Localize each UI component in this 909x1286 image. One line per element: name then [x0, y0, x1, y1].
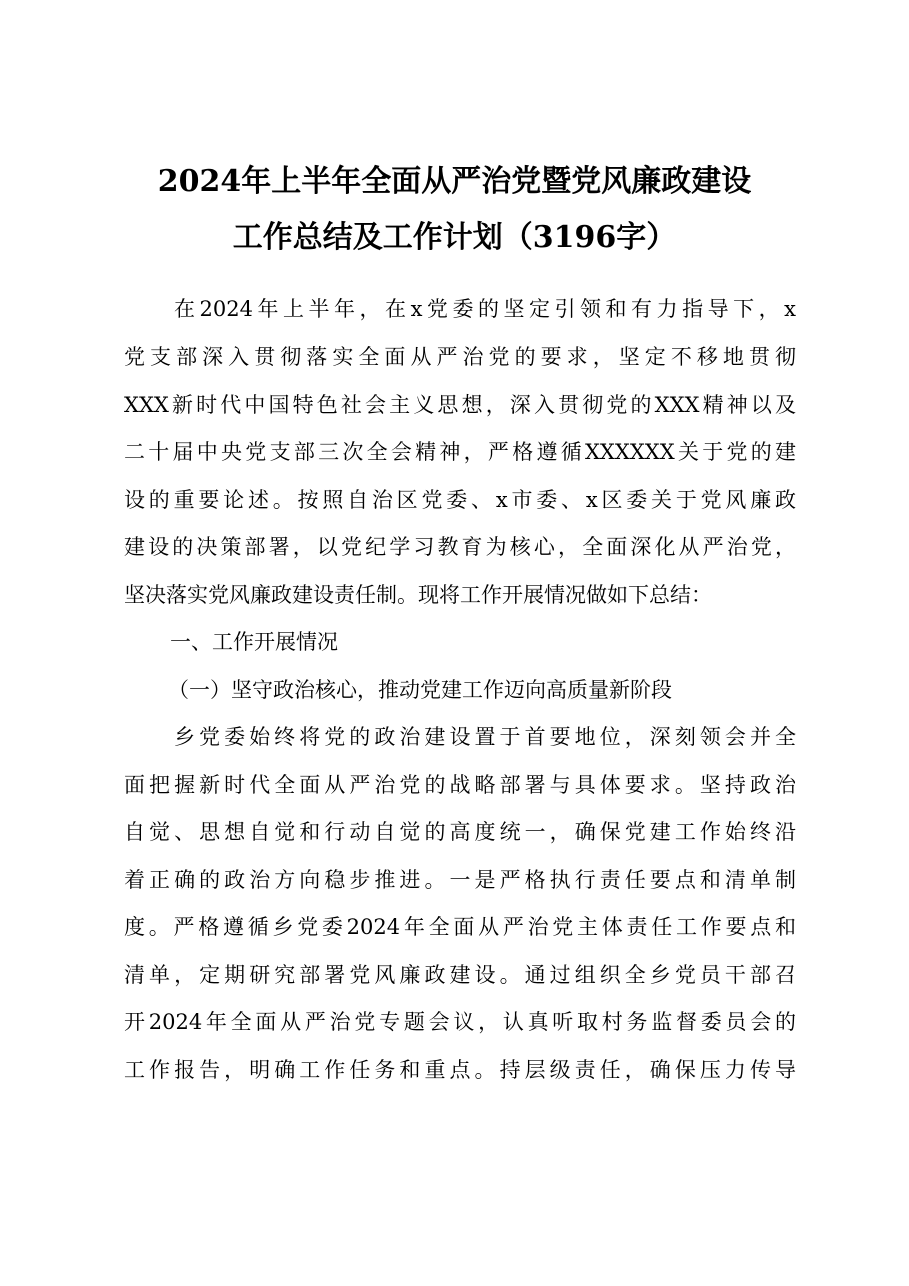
body-paragraph-line: 着正确的政治方向稳步推进。一是严格执行责任要点和清单制: [124, 868, 796, 892]
section-heading: 一、工作开展情况: [170, 630, 338, 654]
body-paragraph-line: 开2024年全面从严治党专题会议，认真听取村务监督委员会的: [124, 1010, 796, 1034]
intro-paragraph-line: 坚决落实党风廉政建设责任制。现将工作开展情况做如下总结：: [124, 583, 712, 607]
body-paragraph-line: 工作报告，明确工作任务和重点。持层级责任，确保压力传导: [124, 1058, 796, 1082]
intro-paragraph-line: 建设的决策部署，以党纪学习教育为核心，全面深化从严治党，: [124, 535, 796, 559]
document-title-line-1: 2024年上半年全面从严治党暨党风廉政建设: [157, 164, 752, 199]
body-paragraph-line: 自觉、思想自觉和行动自觉的高度统一，确保党建工作始终沿: [124, 820, 796, 844]
intro-paragraph-line: 在2024年上半年，在x党委的坚定引领和有力指导下，x: [174, 297, 796, 321]
body-paragraph-line: 乡党委始终将党的政治建设置于首要地位，深刻领会并全: [174, 725, 796, 749]
body-paragraph-line: 清单，定期研究部署党风廉政建设。通过组织全乡党员干部召: [124, 963, 796, 987]
document-title-line-2: 工作总结及工作计划（3196字）: [232, 220, 677, 255]
intro-paragraph-line: 设的重要论述。按照自治区党委、x市委、x区委关于党风廉政: [124, 488, 796, 512]
intro-paragraph-line: 二十届中央党支部三次全会精神，严格遵循XXXXXX关于党的建: [124, 440, 796, 464]
intro-paragraph-line: 党支部深入贯彻落实全面从严治党的要求，坚定不移地贯彻: [124, 345, 796, 369]
body-paragraph-line: 度。严格遵循乡党委2024年全面从严治党主体责任工作要点和: [124, 915, 796, 939]
subsection-heading: （一）坚守政治核心，推动党建工作迈向高质量新阶段: [168, 678, 672, 702]
intro-paragraph-line: XXX新时代中国特色社会主义思想，深入贯彻党的XXX精神以及: [124, 393, 796, 417]
body-paragraph-line: 面把握新时代全面从严治党的战略部署与具体要求。坚持政治: [124, 773, 796, 797]
